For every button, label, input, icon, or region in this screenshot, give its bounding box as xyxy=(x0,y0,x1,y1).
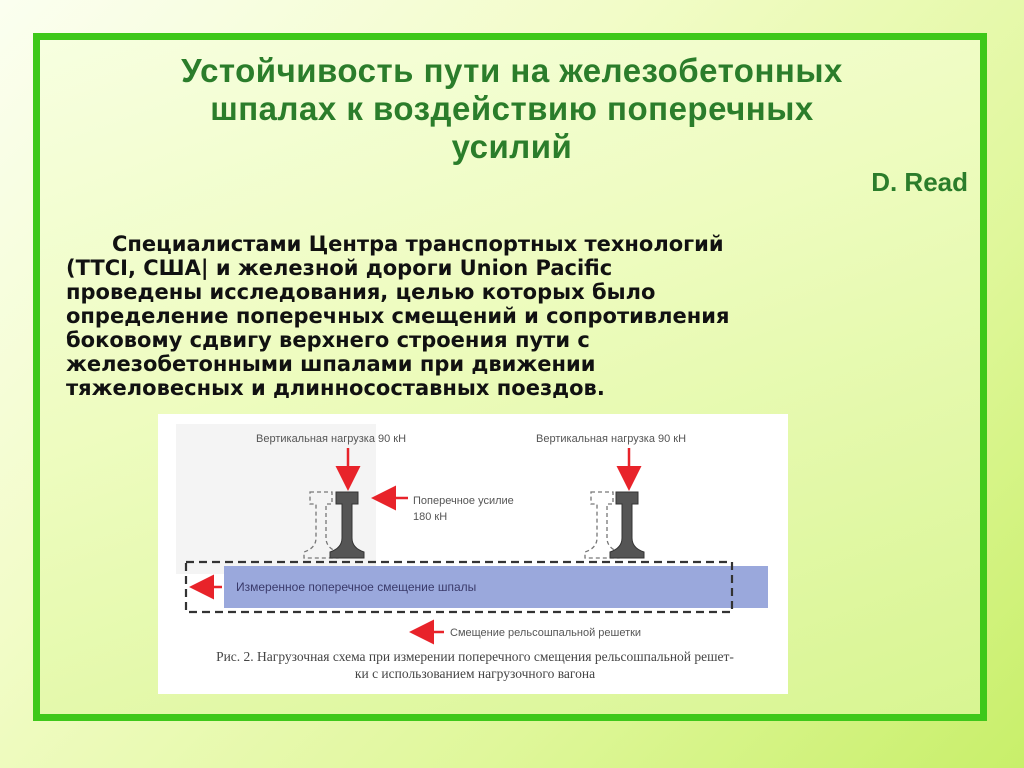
paragraph-line-7: тяжеловесных и длинносоставных поездов. xyxy=(66,376,605,400)
title-line-1: Устойчивость пути на железобетонных xyxy=(181,52,843,89)
grid-shift-label: Смещение рельсошпальной решетки xyxy=(450,627,642,639)
right-rail-original-outline xyxy=(585,492,619,558)
paragraph-line-6: железобетонными шпалами при движении xyxy=(66,352,596,376)
load-diagram-figure xyxy=(158,414,788,694)
paragraph-line-5: боковому сдвигу верхнего строения пути с xyxy=(66,328,590,352)
lateral-force-label-2: 180 кН xyxy=(413,511,448,523)
slide-title xyxy=(0,52,1024,166)
paragraph-line-1: Специалистами Центра транспортных технологий xyxy=(112,232,724,256)
left-load-label: Вертикальная нагрузка 90 кН xyxy=(256,433,407,445)
body-paragraph xyxy=(66,232,966,400)
paragraph-line-4: определение поперечных смещений и сопротивления xyxy=(66,304,730,328)
right-load-label: Вертикальная нагрузка 90 кН xyxy=(536,433,687,445)
paragraph-line-3: проведены исследования, целью которых было xyxy=(66,280,656,304)
title-line-2: шпалах к воздействию поперечных xyxy=(210,90,814,127)
author-name: D. Read xyxy=(871,167,968,197)
title-line-3: усилий xyxy=(451,128,573,165)
lateral-force-label-1: Поперечное усилие xyxy=(413,495,514,507)
paragraph-line-2: (TTCI, США| и железной дороги Union Pacific xyxy=(66,256,613,280)
right-rail xyxy=(610,492,644,558)
caption-line-1: Рис. 2. Нагрузочная схема при измерении поперечного смещения рельсошпальной решет- xyxy=(216,649,734,664)
figure-caption xyxy=(162,648,788,682)
measured-shift-label: Измеренное поперечное смещение шпалы xyxy=(236,580,477,594)
caption-line-2: ки с использованием нагрузочного вагона xyxy=(354,666,596,681)
